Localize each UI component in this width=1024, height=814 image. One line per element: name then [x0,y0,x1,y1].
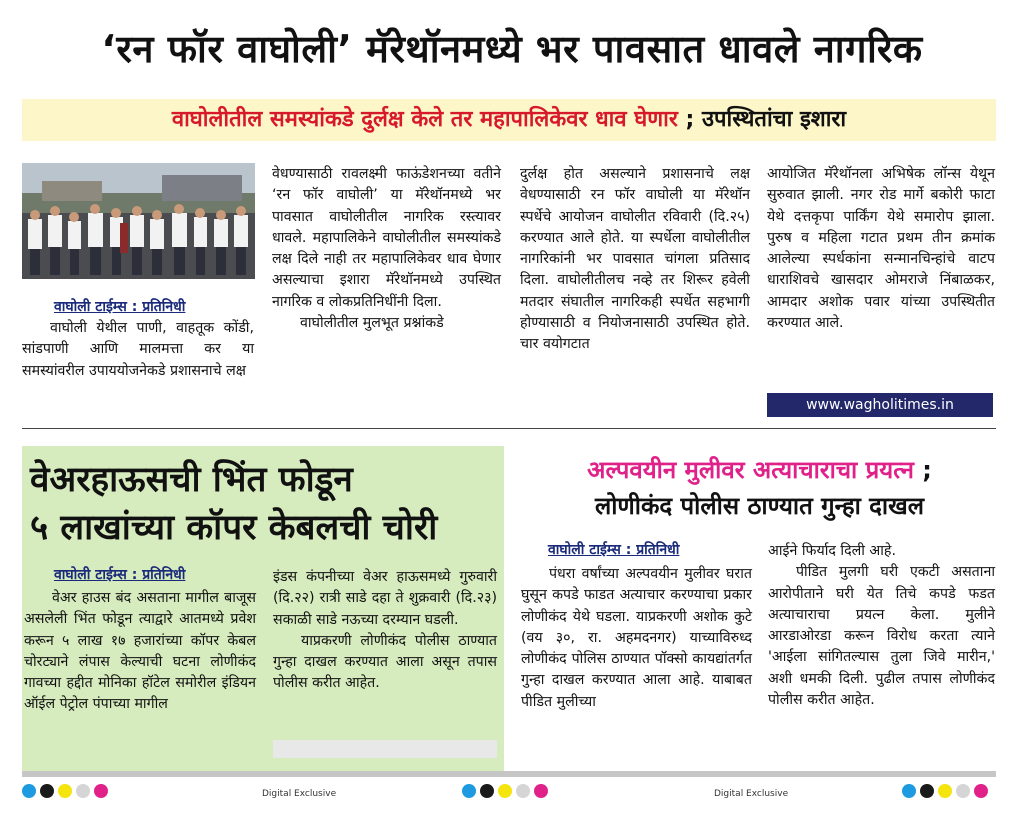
article2-headline-line2: ५ लाखांच्या कॉपर केबलची चोरी [30,508,438,548]
swatch-magenta [94,784,108,798]
color-swatches-center [462,784,548,800]
article1-column3: दुर्लक्ष होत असल्याने प्रशासनाचे लक्ष वेधण्यासाठी रन फॉर वाघोली या मॅरेथॉन स्पर्धेचे आयोजन वाघोलीत रविवारी (दि.२५) करण्यात आले होते. या स्पर्धेला वाघोलीतील नागरिकांनी भर पावसात चांगला प्रतिसाद दिला. वाघोलीतीलच नव्हे तर शिरूर हवेली मतदार संघातील नागरिकही स्पर्धेत सहभागी होण्यासाठी व नियोजनासाठी उपस्थित होते. चार वयोगटात [520,166,750,353]
article3-column2-para2: पीडित मुलगी घरी एकटी असताना आरोपीताने घरी येत तिचे कपडे फडत अत्याचाराचा प्रयत्न केला. मुलीने आरडाओरडा करून विरोध करता त्याने 'आईला सांगितल्यास तुला जिवे मारीन,' अशी धमकी दिली. पुढील तपास लोणीकंद पोलीस करीत आहेत. [768,564,995,709]
subheadline-black-text: ; उपस्थितांचा इशारा [677,107,847,132]
article2-byline: वाघोली टाईम्स : प्रतिनिधी [54,567,186,583]
article2-headline-line1: वेअरहाऊसची भिंत फोडून [30,460,353,500]
swatch-yellow [58,784,72,798]
article1-column2-para2: वाघोलीतील मुलभूत प्रश्नांकडे [300,315,444,332]
color-swatches-left [22,784,108,800]
marathon-photo-illustration [22,163,255,279]
article3-headline [522,452,997,524]
swatch-yellow [498,784,512,798]
article2-column1: वेअर हाउस बंद असताना मागील बाजूस असलेली भिंत फोडून त्याद्वारे आतमध्ये प्रवेश करून ५ लाख १७ हजारांच्या कॉपर केबल चोरट्याने लंपास केल्याची घटना लोणीकंद गावच्या हद्दीत मोनिका हॉटेल समोरील इंडियन ऑईल पेट्रोल पंपाच्या मागील [24,590,256,713]
article1-column1: वाघोली येथील पाणी, वाहतूक कोंडी, सांडपाणी आणि मालमत्ता कर या समस्यांवरील उपाययोजनेकडे प्रशासनाचे लक्ष [22,320,254,379]
article3-column2-para1: आईने फिर्याद दिली आहे. [768,543,896,559]
article2-column2 [273,567,497,695]
marathon-photo [22,163,255,279]
swatch-black [920,784,934,798]
section-divider [22,428,996,429]
article3-headline-line2: लोणीकंद पोलीस ठाण्यात गुन्हा दाखल [594,492,925,520]
swatch-cyan [462,784,476,798]
swatch-black [480,784,494,798]
footer-label-left: Digital Exclusive [262,789,337,799]
swatch-cyan [22,784,36,798]
color-swatches-right [902,784,988,800]
subheadline [22,103,996,133]
swatch-grey [956,784,970,798]
swatch-magenta [974,784,988,798]
swatch-grey [516,784,530,798]
article3-column1: पंधरा वर्षांच्या अल्पवयीन मुलीवर घरात घुसून कपडे फाडत अत्याचार करण्याचा प्रकार लोणीकंद येथे घडला. याप्रकरणी अशोक कुटे (वय ३०, रा. अहमदनगर) याच्याविरुध्द लोणीकंद पोलिस ठाण्यात पॉक्सो कायद्यांतर्गत गुन्हा दाखल करण्यात आला आहे. याबाबत पीडित मुलीच्या [521,566,752,710]
article2-column2-para1: इंडस कंपनीच्या वेअर हाऊसमध्ये गुरुवारी (दि.२२) रात्री साडे दहा ते शुक्रवारी (दि.२३) सकाळी साडे नऊच्या दरम्यान घडली. [273,569,497,628]
article1-column4: आयोजित मॅरेथॉनला अभिषेक लॉन्स येथून सुरुवात झाली. नगर रोड मार्गे बकोरी फाटा येथे दत्तकृपा पार्किंग येथे समारोप झाला. पुरुष व महिला गटात प्रथम तीन क्रमांक आलेल्या स्पर्धकांना सन्मानचिन्हांचे वाटप धाराशिवचे खासदार ओमराजे निंबाळकर, आमदार अशोक पवार यांच्या उपस्थितीत करण्यात आले. [767,166,995,332]
website-url-banner: www.wagholitimes.in [767,393,993,417]
article3-byline: वाघोली टाईम्स : प्रतिनिधी [548,542,680,558]
article3-headline-separator: ; [913,456,932,484]
article2-headline [30,456,500,552]
subheadline-red-text: वाघोलीतील समस्यांकडे दुर्लक्ष केले तर महापालिकेवर धाव घेणार [171,107,678,132]
article3-headline-pink: अल्पवयीन मुलीवर अत्याचाराचा प्रयत्न [587,456,914,484]
article3-column2 [768,541,995,711]
footer-label-right: Digital Exclusive [714,789,789,799]
article1-column2-para1: वेधण्यासाठी रावलक्ष्मी फाऊंडेशनच्या वतीने ‘रन फॉर वाघोली’ या मॅरेथॉनमध्ये भर पावसात वाघोलीतील नागरिक रस्त्यावर धावले. महापालिकेने वाघोलीतील समस्यांकडे लक्ष दिले नाही तर महापालिकेवर धाव घेणार असल्याचा इशारा मॅरेथॉनमध्ये उपस्थित नागरिक व लोकप्रतिनिधींनी दिला. [272,166,501,310]
footer-bar [22,771,996,777]
swatch-cyan [902,784,916,798]
main-headline: ‘रन फॉर वाघोली’ मॅरेथॉनमध्ये भर पावसात धावले नागरिक [101,27,923,71]
swatch-yellow [938,784,952,798]
article2-column2-para2: याप्रकरणी लोणीकंद पोलीस ठाण्यात गुन्हा दाखल करण्यात आला असून तपास पोलीस करीत आहेत. [273,632,497,692]
swatch-magenta [534,784,548,798]
swatch-black [40,784,54,798]
article1-byline: वाघोली टाईम्स : प्रतिनिधी [54,299,186,315]
grey-placeholder-box [273,740,497,758]
article1-column2 [272,164,501,334]
swatch-grey [76,784,90,798]
